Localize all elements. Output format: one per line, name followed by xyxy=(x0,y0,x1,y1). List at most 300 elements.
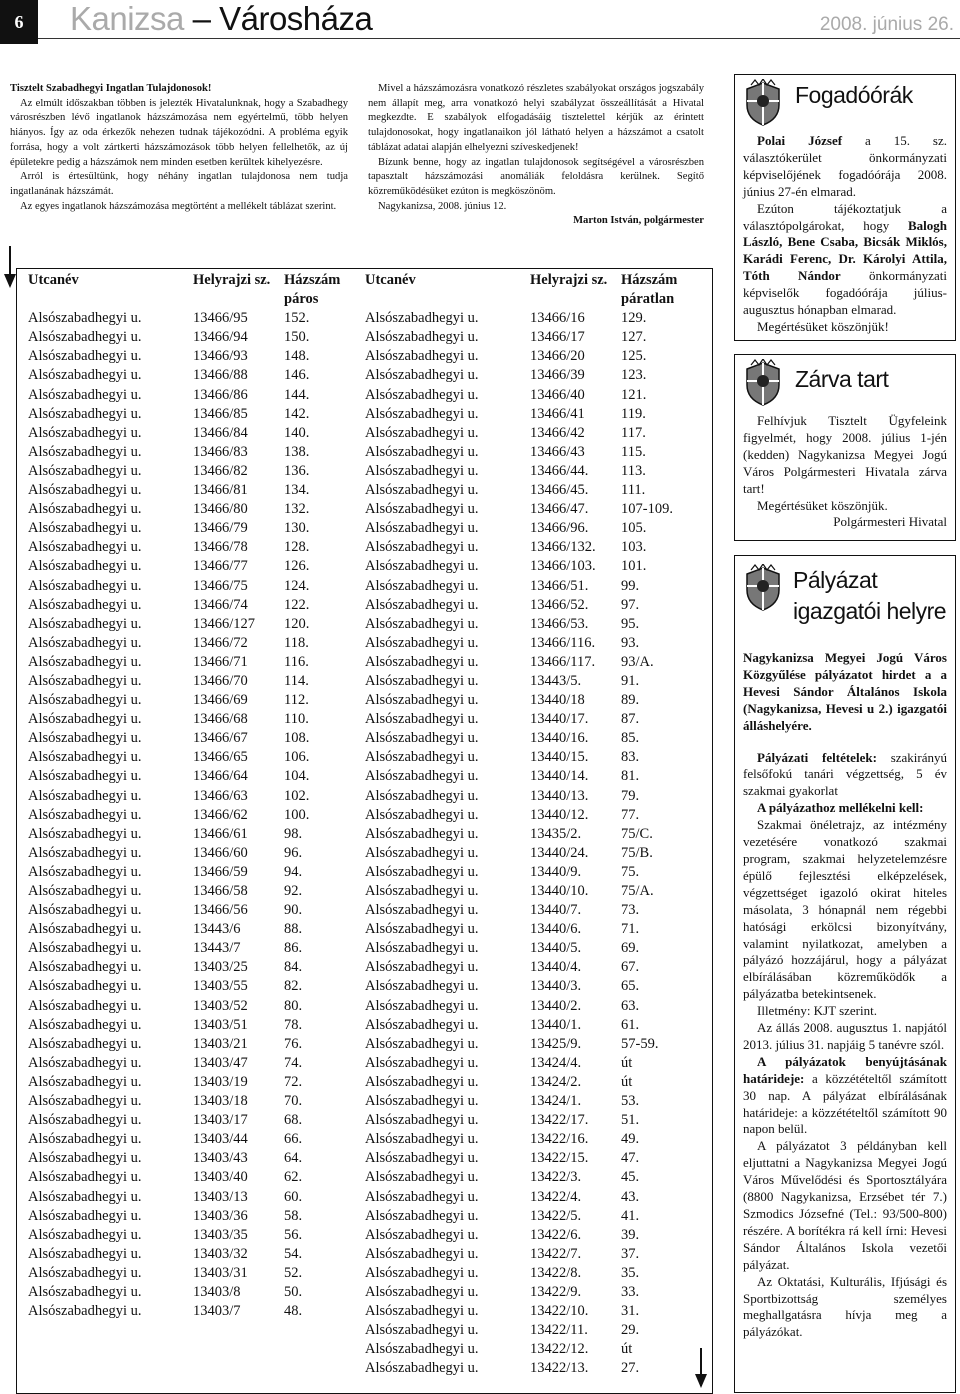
parcel-cell: 13422/8. xyxy=(530,1264,582,1281)
house-number-cell: 124. xyxy=(284,577,310,594)
street-cell: Alsószabadhegyi u. xyxy=(365,1169,479,1186)
parcel-cell: 13466/56 xyxy=(193,902,248,919)
parcel-cell: 13466/59 xyxy=(193,863,248,880)
table-row xyxy=(365,672,701,691)
street-cell: Alsószabadhegyi u. xyxy=(365,978,479,995)
table-row xyxy=(28,958,364,977)
house-number-cell: 96. xyxy=(284,844,303,861)
table-row xyxy=(28,844,364,863)
table-row xyxy=(28,1168,364,1187)
table-row xyxy=(28,443,364,462)
parcel-cell: 13422/17. xyxy=(530,1112,589,1129)
issue-date: 2008. június 26. xyxy=(819,14,954,35)
table-row xyxy=(28,1092,364,1111)
notice-salutation: Tisztelt Szabadhegyi Ingatlan Tulajdonosok! xyxy=(10,83,212,94)
street-cell: Alsószabadhegyi u. xyxy=(28,348,142,365)
parcel-cell: 13466/65 xyxy=(193,749,248,766)
house-number-cell: 128. xyxy=(284,539,310,556)
street-cell: Alsószabadhegyi u. xyxy=(28,405,142,422)
parcel-cell: 13466/132. xyxy=(530,539,596,556)
parcel-cell: 13403/44 xyxy=(193,1131,248,1148)
table-row xyxy=(28,939,364,958)
street-cell: Alsószabadhegyi u. xyxy=(28,806,142,823)
table-row xyxy=(365,882,701,901)
attachments-text: Szakmai önéletrajz, az intézmény vezetésére vonatkozó szakmai program, szakmai helyzetelemzésre épülő fejlesztési elképzelések, végzettséget igazoló okirat hiteles másolata, 3 hónapnál nem régebbi hatósági erkölcsi bizonyítvány, valamint nyilatkozat, amelyben a pályázó hozzájárul, hogy a pályázat elbírálásában közreműködők a pályázatba betekintsenek. xyxy=(743,817,947,1002)
table-row xyxy=(365,1226,701,1245)
table-row xyxy=(365,347,701,366)
house-number-cell: 114. xyxy=(284,672,309,689)
street-cell: Alsószabadhegyi u. xyxy=(28,749,142,766)
notice-signature: Marton István, polgármester xyxy=(573,215,704,227)
parcel-cell: 13466/45. xyxy=(530,482,589,499)
parcel-cell: 13403/13 xyxy=(193,1188,248,1205)
table-row xyxy=(365,825,701,844)
street-cell: Alsószabadhegyi u. xyxy=(28,844,142,861)
house-number-cell: 93. xyxy=(621,634,640,651)
street-cell: Alsószabadhegyi u. xyxy=(28,615,142,632)
house-number-cell: 48. xyxy=(284,1303,303,1320)
parcel-cell: 13466/52. xyxy=(530,596,589,613)
house-number-cell: 122. xyxy=(284,596,310,613)
house-number-cell: 81. xyxy=(621,768,640,785)
house-number-cell: 129. xyxy=(621,310,647,327)
table-row xyxy=(28,519,364,538)
street-cell: Alsószabadhegyi u. xyxy=(28,482,142,499)
table-row xyxy=(365,1207,701,1226)
table-row xyxy=(365,366,701,385)
street-cell: Alsószabadhegyi u. xyxy=(28,787,142,804)
table-row xyxy=(28,577,364,596)
house-number-cell: 86. xyxy=(284,940,303,957)
table-body xyxy=(365,309,701,1378)
masthead xyxy=(70,0,372,38)
parcel-cell: 13466/42 xyxy=(530,424,585,441)
street-cell: Alsószabadhegyi u. xyxy=(28,462,142,479)
house-number-cell: 41. xyxy=(621,1207,640,1224)
house-number-cell: 66. xyxy=(284,1131,303,1148)
house-number-cell: 75. xyxy=(621,863,640,880)
box-body xyxy=(743,133,947,336)
house-number-cell: 90. xyxy=(284,902,303,919)
notice-left-column xyxy=(10,82,348,214)
street-cell: Alsószabadhegyi u. xyxy=(365,634,479,651)
street-cell: Alsószabadhegyi u. xyxy=(365,692,479,709)
table-row xyxy=(365,328,701,347)
house-number-cell: 130. xyxy=(284,520,310,537)
street-cell: Alsószabadhegyi u. xyxy=(365,386,479,403)
parcel-cell: 13466/40 xyxy=(530,386,585,403)
table-row xyxy=(365,1359,701,1378)
house-number-cell: 99. xyxy=(621,577,640,594)
street-cell: Alsószabadhegyi u. xyxy=(365,577,479,594)
table-row xyxy=(28,386,364,405)
street-cell: Alsószabadhegyi u. xyxy=(365,1360,479,1377)
parcel-cell: 13466/77 xyxy=(193,558,248,575)
table-row xyxy=(365,557,701,576)
table-row xyxy=(365,997,701,1016)
house-number-cell: 35. xyxy=(621,1264,640,1281)
parcel-cell: 13440/15. xyxy=(530,749,589,766)
house-number-cell: 69. xyxy=(621,940,640,957)
house-number-cell: 98. xyxy=(284,825,303,842)
parcel-cell: 13440/12. xyxy=(530,806,589,823)
street-cell: Alsószabadhegyi u. xyxy=(365,1035,479,1052)
table-row xyxy=(28,634,364,653)
parcel-cell: 13422/10. xyxy=(530,1303,589,1320)
house-number-cell: 115. xyxy=(621,443,646,460)
street-cell: Alsószabadhegyi u. xyxy=(365,329,479,346)
house-number-cell: 132. xyxy=(284,501,310,518)
table-row xyxy=(28,882,364,901)
parcel-cell: 13440/2. xyxy=(530,997,582,1014)
parcel-cell: 13403/36 xyxy=(193,1207,248,1224)
table-row xyxy=(28,1207,364,1226)
house-number-cell: 75/C. xyxy=(621,825,653,842)
table-row xyxy=(28,767,364,786)
house-number-cell: 102. xyxy=(284,787,310,804)
street-cell: Alsószabadhegyi u. xyxy=(28,1112,142,1129)
street-cell: Alsószabadhegyi u. xyxy=(365,596,479,613)
street-cell: Alsószabadhegyi u. xyxy=(28,692,142,709)
house-number-cell: 78. xyxy=(284,1016,303,1033)
parcel-cell: 13422/4. xyxy=(530,1188,582,1205)
table-header-sub xyxy=(28,290,364,309)
parcel-cell: 13440/9. xyxy=(530,863,582,880)
street-cell: Alsószabadhegyi u. xyxy=(28,825,142,842)
street-cell: Alsószabadhegyi u. xyxy=(365,768,479,785)
house-number-cell: 108. xyxy=(284,730,310,747)
house-number-cell: 49. xyxy=(621,1131,640,1148)
table-row xyxy=(365,653,701,672)
table-row xyxy=(28,424,364,443)
house-number-cell: 77. xyxy=(621,806,640,823)
parcel-cell: 13466/116. xyxy=(530,634,596,651)
box-fogadoorak xyxy=(734,74,956,341)
parcel-cell: 13422/16. xyxy=(530,1131,589,1148)
header-house-number: Házszám xyxy=(621,272,678,288)
house-number-cell: út xyxy=(621,1054,633,1071)
parcel-cell: 13403/32 xyxy=(193,1245,248,1262)
table-row xyxy=(365,710,701,729)
street-cell: Alsószabadhegyi u. xyxy=(28,883,142,899)
parcel-cell: 13466/81 xyxy=(193,482,248,499)
parcel-cell: 13466/51. xyxy=(530,577,589,594)
header-street: Utcanév xyxy=(365,272,416,288)
box-title-line: igazgatói helyre xyxy=(793,598,947,624)
parcel-cell: 13422/12. xyxy=(530,1341,589,1358)
street-cell: Alsószabadhegyi u. xyxy=(365,501,479,518)
street-cell: Alsószabadhegyi u. xyxy=(28,711,142,728)
street-cell: Alsószabadhegyi u. xyxy=(28,863,142,880)
table-header xyxy=(28,271,364,290)
house-number-cell: 60. xyxy=(284,1188,303,1205)
table-row xyxy=(28,557,364,576)
header-parcel: Helyrajzi sz. xyxy=(530,272,608,288)
parcel-cell: 13466/41 xyxy=(530,405,585,422)
street-cell: Alsószabadhegyi u. xyxy=(28,1150,142,1167)
parcel-cell: 13422/3. xyxy=(530,1169,582,1186)
parcel-cell: 13440/24. xyxy=(530,844,589,861)
house-number-cell: 123. xyxy=(621,367,647,384)
street-cell: Alsószabadhegyi u. xyxy=(28,978,142,995)
table-row xyxy=(365,538,701,557)
house-number-cell: 91. xyxy=(621,672,640,689)
house-number-cell: 106. xyxy=(284,749,310,766)
street-cell: Alsószabadhegyi u. xyxy=(365,883,479,899)
street-cell: Alsószabadhegyi u. xyxy=(28,386,142,403)
parcel-cell: 13466/53. xyxy=(530,615,589,632)
table-row xyxy=(365,1111,701,1130)
table-row xyxy=(28,615,364,634)
header-house-number: Házszám xyxy=(284,272,341,288)
street-cell: Alsószabadhegyi u. xyxy=(28,653,142,670)
table-row xyxy=(28,1073,364,1092)
street-cell: Alsószabadhegyi u. xyxy=(365,310,479,327)
table-row xyxy=(365,1188,701,1207)
house-number-cell: 120. xyxy=(284,615,310,632)
table-row xyxy=(365,1035,701,1054)
header-rule xyxy=(38,38,960,39)
house-number-cell: 45. xyxy=(621,1169,640,1186)
street-cell: Alsószabadhegyi u. xyxy=(28,424,142,441)
table-row xyxy=(365,844,701,863)
house-number-cell: 150. xyxy=(284,329,310,346)
house-number-cell: 80. xyxy=(284,997,303,1014)
house-number-cell: 92. xyxy=(284,883,303,899)
street-cell: Alsószabadhegyi u. xyxy=(365,1322,479,1339)
house-number-cell: 97. xyxy=(621,596,640,613)
table-row xyxy=(365,1302,701,1321)
table-row xyxy=(28,328,364,347)
house-number-cell: 79. xyxy=(621,787,640,804)
parcel-cell: 13440/7. xyxy=(530,902,582,919)
parcel-cell: 13466/67 xyxy=(193,730,248,747)
parcel-cell: 13466/68 xyxy=(193,711,248,728)
parcel-cell: 13440/5. xyxy=(530,940,582,957)
parcel-cell: 13466/70 xyxy=(193,672,248,689)
parcel-cell: 13403/25 xyxy=(193,959,248,976)
street-cell: Alsószabadhegyi u. xyxy=(28,672,142,689)
table-row xyxy=(365,1340,701,1359)
parcel-cell: 13466/69 xyxy=(193,692,248,709)
house-number-cell: 105. xyxy=(621,520,647,537)
parcel-cell: 13466/93 xyxy=(193,348,248,365)
start-text: Az állás 2008. augusztus 1. napjától 2013. július 31. napjáig 5 tanévre szól. xyxy=(743,1020,947,1052)
table-row xyxy=(28,787,364,806)
table-row xyxy=(365,729,701,748)
table-row xyxy=(28,405,364,424)
table-row xyxy=(28,863,364,882)
parcel-cell: 13440/17. xyxy=(530,711,589,728)
house-number-cell: 65. xyxy=(621,978,640,995)
table-row xyxy=(28,672,364,691)
header-parcel: Helyrajzi sz. xyxy=(193,272,271,288)
table-row xyxy=(28,1149,364,1168)
parcel-cell: 13440/4. xyxy=(530,959,582,976)
table-row xyxy=(365,386,701,405)
parcel-cell: 13440/18 xyxy=(530,692,585,709)
parcel-cell: 13403/51 xyxy=(193,1016,248,1033)
street-cell: Alsószabadhegyi u. xyxy=(28,1131,142,1148)
street-cell: Alsószabadhegyi u. xyxy=(28,634,142,651)
street-cell: Alsószabadhegyi u. xyxy=(28,1264,142,1281)
table-row xyxy=(28,1245,364,1264)
street-cell: Alsószabadhegyi u. xyxy=(365,806,479,823)
table-row xyxy=(28,462,364,481)
box-title: Fogadóórák xyxy=(795,82,913,108)
street-cell: Alsószabadhegyi u. xyxy=(28,730,142,747)
table-row xyxy=(365,443,701,462)
label: Pályázati feltételek: xyxy=(757,749,877,765)
street-cell: Alsószabadhegyi u. xyxy=(365,940,479,957)
header-odd: páratlan xyxy=(621,291,675,308)
down-arrow-icon xyxy=(9,246,11,286)
house-number-cell: 72. xyxy=(284,1073,303,1090)
table-row xyxy=(28,729,364,748)
house-number-cell: 75/B. xyxy=(621,844,653,861)
table-row xyxy=(365,691,701,710)
table-row xyxy=(28,691,364,710)
info-text: önkormányzati képviselők fogadóórája július-augusztus hónapban elmarad. xyxy=(743,268,947,318)
parcel-cell: 13466/96. xyxy=(530,520,589,537)
street-cell: Alsószabadhegyi u. xyxy=(28,1226,142,1243)
city-crest-icon xyxy=(741,79,785,127)
house-number-cell: 112. xyxy=(284,692,309,709)
parcel-cell: 13422/5. xyxy=(530,1207,582,1224)
parcel-cell: 13466/80 xyxy=(193,501,248,518)
street-cell: Alsószabadhegyi u. xyxy=(365,959,479,976)
street-cell: Alsószabadhegyi u. xyxy=(365,1073,479,1090)
street-cell: Alsószabadhegyi u. xyxy=(365,615,479,632)
house-number-cell: 37. xyxy=(621,1245,640,1262)
house-number-cell: 51. xyxy=(621,1112,640,1129)
street-cell: Alsószabadhegyi u. xyxy=(365,405,479,422)
street-cell: Alsószabadhegyi u. xyxy=(365,844,479,861)
parcel-cell: 13466/16 xyxy=(530,310,585,327)
parcel-cell: 13466/61 xyxy=(193,825,248,842)
parcel-cell: 13435/2. xyxy=(530,825,582,842)
table-header xyxy=(365,271,701,290)
parcel-cell: 13403/31 xyxy=(193,1264,248,1281)
table-row xyxy=(365,977,701,996)
city-crest-icon xyxy=(741,564,785,612)
house-number-cell: 50. xyxy=(284,1283,303,1300)
house-number-cell: 75/A. xyxy=(621,883,654,899)
table-row xyxy=(365,615,701,634)
house-number-cell: 53. xyxy=(621,1093,640,1110)
house-number-cell: 29. xyxy=(621,1322,640,1339)
parcel-cell: 13403/55 xyxy=(193,978,248,995)
parcel-cell: 13422/6. xyxy=(530,1226,582,1243)
parcel-cell: 13403/17 xyxy=(193,1112,248,1129)
table-row xyxy=(365,481,701,500)
table-row xyxy=(28,825,364,844)
house-number-cell: 70. xyxy=(284,1093,303,1110)
call-intro: Nagykanizsa Megyei Jogú Város Közgyűlése pályázatot hirdet a a Hevesi Sándor Általános Iskola (Nagykanizsa, Hevesi u 2.) igazgatói álláshelyére. xyxy=(743,650,947,733)
parcel-cell: 13422/9. xyxy=(530,1283,582,1300)
table-row xyxy=(365,1092,701,1111)
house-number-cell: 127. xyxy=(621,329,647,346)
street-cell: Alsószabadhegyi u. xyxy=(365,1188,479,1205)
street-cell: Alsószabadhegyi u. xyxy=(365,711,479,728)
street-cell: Alsószabadhegyi u. xyxy=(365,1207,479,1224)
conditions-text: szakirányú felsőfokú tanári végzettség, 5 év szakmai gyakorlat xyxy=(743,749,947,799)
table-row xyxy=(365,1016,701,1035)
street-cell: Alsószabadhegyi u. xyxy=(28,902,142,919)
street-cell: Alsószabadhegyi u. xyxy=(28,768,142,785)
notice-paragraph: Az egyes ingatlanok házszámozása megtörtént a mellékelt táblázat szerint. xyxy=(20,200,337,212)
house-number-cell: 43. xyxy=(621,1188,640,1205)
street-cell: Alsószabadhegyi u. xyxy=(365,1341,479,1358)
street-cell: Alsószabadhegyi u. xyxy=(365,1054,479,1071)
parcel-cell: 13403/43 xyxy=(193,1150,248,1167)
table-row xyxy=(28,1111,364,1130)
house-number-cell: 47. xyxy=(621,1150,640,1167)
parcel-cell: 13466/60 xyxy=(193,844,248,861)
house-number-cell: 116. xyxy=(284,653,309,670)
house-number-cell: 89. xyxy=(621,692,640,709)
masthead-varoshaza: – Városháza xyxy=(183,0,373,37)
house-number-cell: 104. xyxy=(284,768,310,785)
table-row xyxy=(28,1054,364,1073)
parcel-cell: 13466/83 xyxy=(193,443,248,460)
street-cell: Alsószabadhegyi u. xyxy=(365,730,479,747)
street-cell: Alsószabadhegyi u. xyxy=(365,787,479,804)
house-number-cell: 63. xyxy=(621,997,640,1014)
house-number-cell: 107-109. xyxy=(621,501,673,518)
table-row xyxy=(28,309,364,328)
table-row xyxy=(365,500,701,519)
street-cell: Alsószabadhegyi u. xyxy=(28,1303,142,1320)
table-row xyxy=(365,748,701,767)
house-number-cell: 71. xyxy=(621,921,640,938)
table-row xyxy=(365,405,701,424)
table-row xyxy=(365,787,701,806)
box-title xyxy=(793,566,946,625)
street-cell: Alsószabadhegyi u. xyxy=(365,1245,479,1262)
parcel-cell: 13466/74 xyxy=(193,596,248,613)
parcel-cell: 13466/103. xyxy=(530,558,596,575)
table-row xyxy=(365,806,701,825)
parcel-cell: 13466/94 xyxy=(193,329,248,346)
house-number-cell: 111. xyxy=(621,482,646,499)
table-row xyxy=(28,710,364,729)
house-number-cell: 87. xyxy=(621,711,640,728)
parcel-cell: 13403/18 xyxy=(193,1093,248,1110)
parcel-cell: 13466/72 xyxy=(193,634,248,651)
house-number-cell: 126. xyxy=(284,558,310,575)
parcel-cell: 13440/6. xyxy=(530,921,582,938)
submission-text: A pályázatot 3 példányban kell eljuttatni a Nagykanizsa Megyei Jogú Város Művelődési és Sportosztályára (8800 Nagykanizsa, Erzsébet tér 7.) Szmodics Józsefné (Tel.: 93/500-800) részére. A borítékra rá kell írni: Hevesi Sándor Általános Iskola vezetői pályázat. xyxy=(743,1138,947,1272)
table-row xyxy=(365,767,701,786)
parcel-cell: 13424/1. xyxy=(530,1093,582,1110)
table-row xyxy=(28,806,364,825)
parcel-cell: 13466/127 xyxy=(193,615,256,632)
page-number: 6 xyxy=(0,0,38,44)
street-cell: Alsószabadhegyi u. xyxy=(365,1131,479,1148)
box-body xyxy=(743,413,947,531)
house-number-cell: 142. xyxy=(284,405,310,422)
street-cell: Alsószabadhegyi u. xyxy=(365,1150,479,1167)
street-cell: Alsószabadhegyi u. xyxy=(28,1035,142,1052)
masthead-kanizsa: Kanizsa xyxy=(70,0,184,37)
house-number-cell: 95. xyxy=(621,615,640,632)
street-cell: Alsószabadhegyi u. xyxy=(28,1073,142,1090)
notice-place-date: Nagykanizsa, 2008. június 12. xyxy=(378,200,507,212)
table-row xyxy=(365,462,701,481)
street-cell: Alsószabadhegyi u. xyxy=(28,577,142,594)
table-row xyxy=(28,1016,364,1035)
